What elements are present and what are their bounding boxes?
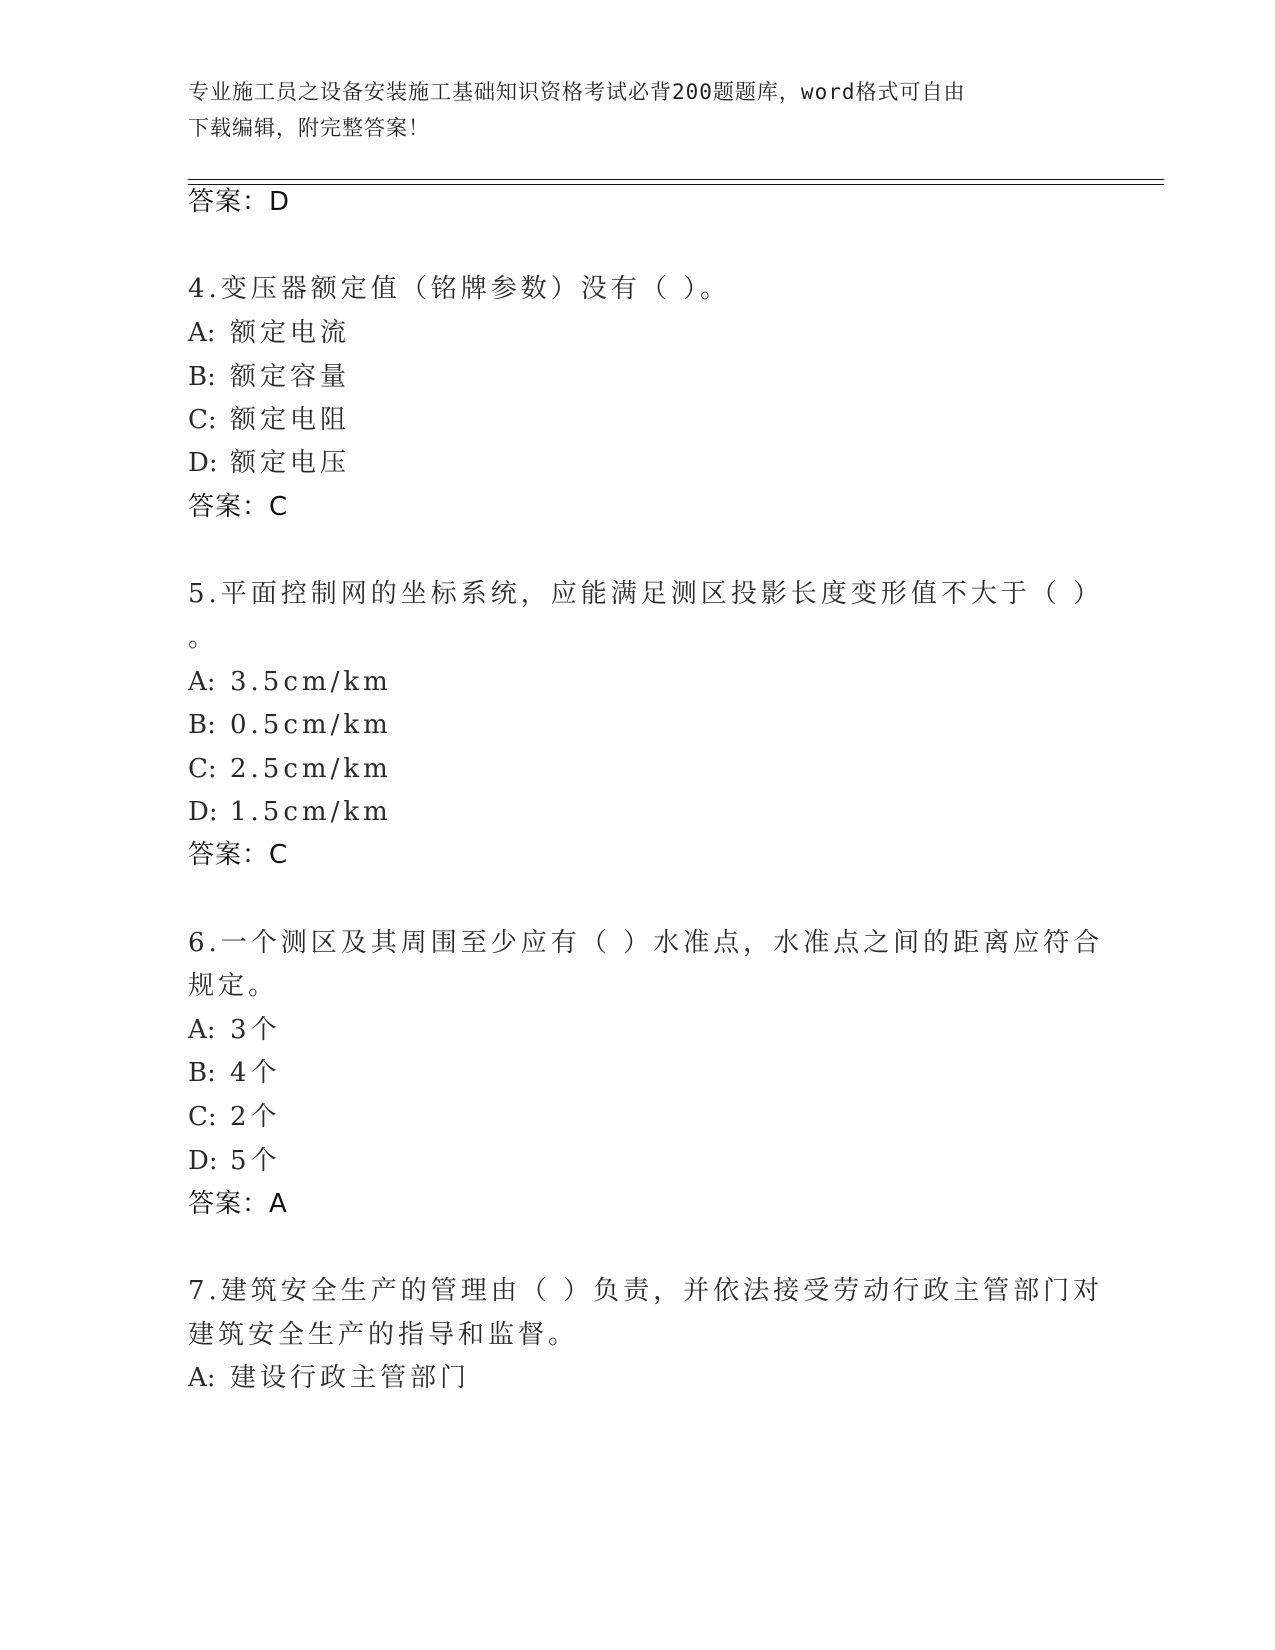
question-7-text-line-2: 建筑安全生产的指导和监督。 bbox=[188, 1320, 579, 1350]
option-text: 3个 bbox=[230, 1015, 281, 1045]
document-title bbox=[188, 74, 1088, 146]
header-divider-bottom bbox=[188, 184, 1164, 185]
question-4-option-b bbox=[188, 362, 350, 392]
option-text: 额定容量 bbox=[230, 362, 351, 392]
option-letter: A: bbox=[188, 1363, 216, 1393]
question-5-option-d bbox=[188, 797, 392, 827]
option-letter: B: bbox=[188, 1058, 216, 1088]
document-title-line-2: 下载编辑，附完整答案！ bbox=[188, 116, 430, 140]
question-5-option-c bbox=[188, 754, 392, 784]
question-5-answer: 答案：C bbox=[188, 840, 289, 870]
question-7-text-line-1: 7.建筑安全生产的管理由（ ）负责，并依法接受劳动行政主管部门对 bbox=[188, 1276, 1104, 1306]
option-letter: B: bbox=[188, 362, 216, 392]
option-text: 4个 bbox=[230, 1058, 281, 1088]
question-4-option-d bbox=[188, 448, 350, 478]
answer-label: 答案：D bbox=[188, 187, 291, 217]
question-6-option-c bbox=[188, 1102, 281, 1132]
option-text: 2.5cm/km bbox=[230, 754, 392, 784]
option-letter: C: bbox=[188, 1102, 217, 1132]
document-title-line-1: 专业施工员之设备安装施工基础知识资格考试必背200题题库，word格式可自由 bbox=[188, 80, 966, 104]
option-letter: A: bbox=[188, 667, 216, 697]
question-4-option-a bbox=[188, 318, 350, 348]
option-text: 3.5cm/km bbox=[230, 667, 392, 697]
option-letter: D: bbox=[188, 448, 218, 478]
option-letter: A: bbox=[188, 1015, 216, 1045]
option-letter: D: bbox=[188, 797, 218, 827]
question-5-text-line-1: 5.平面控制网的坐标系统，应能满足测区投影长度变形值不大于（ ） bbox=[188, 579, 1104, 609]
question-7-option-a bbox=[188, 1363, 470, 1393]
option-text: 5个 bbox=[230, 1146, 281, 1176]
question-4-answer: 答案：C bbox=[188, 492, 289, 522]
option-text: 0.5cm/km bbox=[230, 710, 392, 740]
header-divider-top bbox=[188, 179, 1164, 180]
question-6-text-line-1: 6.一个测区及其周围至少应有（ ）水准点，水准点之间的距离应符合 bbox=[188, 928, 1104, 958]
question-5-option-b bbox=[188, 710, 392, 740]
option-text: 额定电阻 bbox=[230, 405, 351, 435]
option-text: 额定电流 bbox=[230, 318, 351, 348]
question-4-option-c bbox=[188, 405, 350, 435]
question-6-option-a bbox=[188, 1015, 281, 1045]
option-text: 1.5cm/km bbox=[230, 797, 392, 827]
option-letter: C: bbox=[188, 405, 217, 435]
option-letter: C: bbox=[188, 754, 217, 784]
option-text: 额定电压 bbox=[230, 448, 351, 478]
option-text: 2个 bbox=[230, 1102, 281, 1132]
question-6-answer: 答案：A bbox=[188, 1189, 288, 1219]
question-6-option-d bbox=[188, 1146, 281, 1176]
question-6-text-line-2: 规定。 bbox=[188, 971, 279, 1001]
question-6-option-b bbox=[188, 1058, 281, 1088]
question-5-text-line-2: 。 bbox=[188, 623, 219, 653]
option-letter: B: bbox=[188, 710, 216, 740]
question-4-text: 4.变压器额定值（铭牌参数）没有（ ）。 bbox=[188, 274, 731, 304]
option-text: 建设行政主管部门 bbox=[230, 1363, 471, 1393]
option-letter: A: bbox=[188, 318, 216, 348]
question-5-option-a bbox=[188, 667, 392, 697]
option-letter: D: bbox=[188, 1146, 218, 1176]
